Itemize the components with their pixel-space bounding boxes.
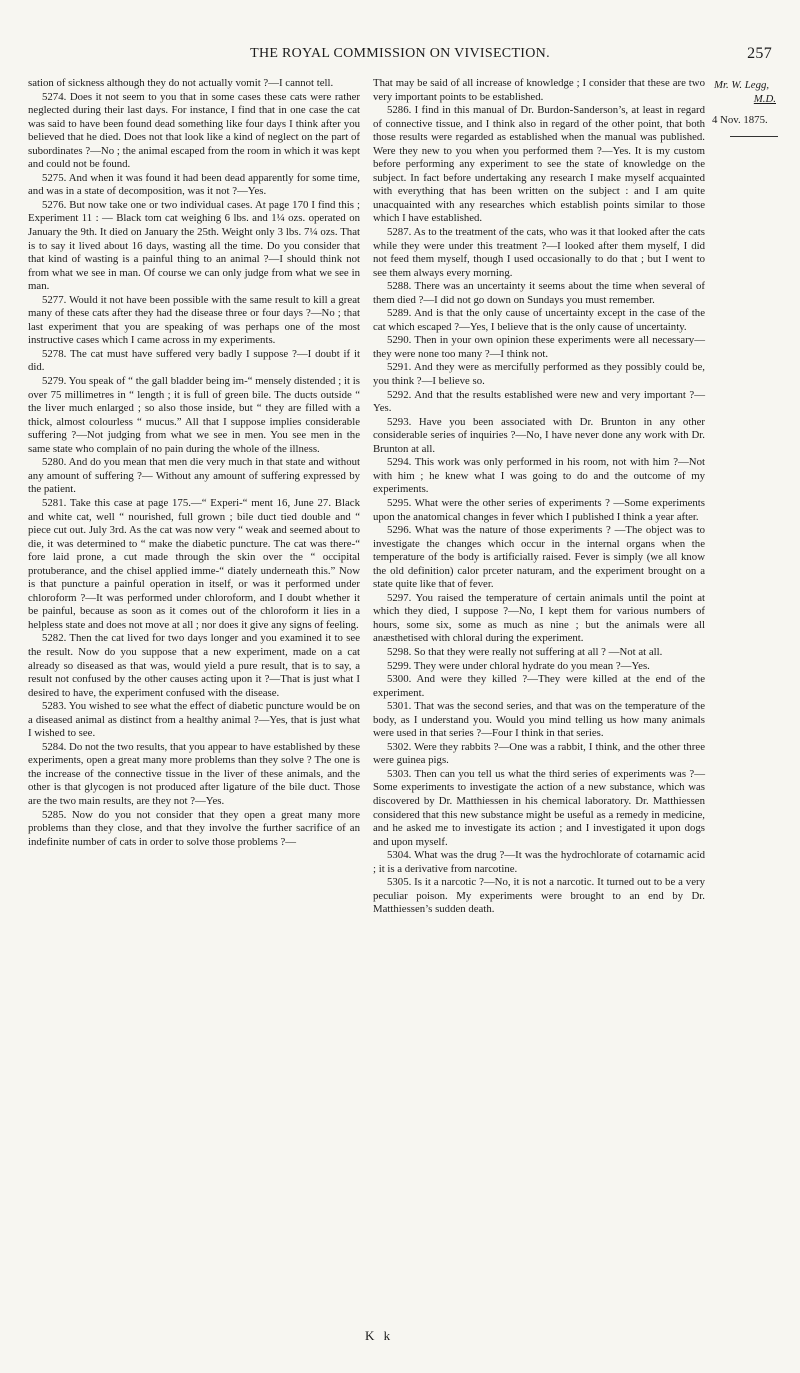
right-paragraph: 5297. You raised the temperature of certain animals until the point at which they died, I suppose ?—No, I kept them for various numbers of hours, some six, some as much as nine ; but the animals were all anæsthetised with chloral during the experiment. bbox=[373, 591, 705, 645]
right-paragraph: 5301. That was the second series, and that was on the temperature of the body, as I understand you. Would you mind telling us how many animals were used in that series ?—Four I think in that series. bbox=[373, 700, 705, 740]
page-title: THE ROYAL COMMISSION ON VIVISECTION. bbox=[250, 46, 550, 61]
signature-mark: K k bbox=[365, 1328, 394, 1343]
right-paragraph: 5300. And were they killed ?—They were killed at the end of the experiment. bbox=[373, 673, 705, 699]
left-column bbox=[28, 77, 360, 849]
right-column bbox=[373, 77, 705, 917]
right-paragraph: 5302. Were they rabbits ?—One was a rabbit, I think, and the other three were guinea pigs. bbox=[373, 740, 705, 767]
left-paragraph: 5285. Now do you not consider that they open a great many more problems than they close, and that they involve the further sacrifice of an indefinite number of cats in order to solve those problems ?— bbox=[28, 808, 360, 848]
left-paragraph: 5280. And do you mean that men die very much in that state and without any amount of suffering ?— Without any amount of suffering expressed by the patient. bbox=[28, 456, 360, 496]
right-paragraph: 5290. Then in your own opinion these experiments were all necessary—they were none too many ?—I think not. bbox=[373, 334, 705, 360]
right-paragraph: 5298. So that they were really not suffering at all ? —Not at all. bbox=[387, 645, 663, 658]
right-paragraph: 5289. And is that the only cause of uncertainty except in the case of the cat which escaped ?—Yes, I believe that is the only cause of uncertainty. bbox=[373, 307, 705, 333]
left-paragraph: 5274. Does it not seem to you that in some cases these cats were rather neglected during their last days. For instance, I find that in one case the cat was said to have been found dead something like four days I think after you believed that he died. Does not that look like a kind of neglect on the part of subordinates ?—No ; the animal escaped from the room in which it was kept and could not be found. bbox=[28, 90, 360, 171]
session-date: 4 Nov. 1875. bbox=[712, 114, 768, 126]
right-paragraph: 5292. And that the results established were new and very important ?—Yes. bbox=[373, 388, 705, 415]
left-paragraph: sation of sickness although they do not actually vomit ?—I cannot tell. bbox=[28, 77, 334, 89]
right-paragraph: 5287. As to the treatment of the cats, who was it that looked after the cats while they were under this treatment ?—I looked after them myself, I did not feed them myself, though I used occasionally to do that ; but I went to see them always every morning. bbox=[373, 226, 705, 279]
right-paragraph: 5286. I find in this manual of Dr. Burdon-Sanderson’s, at least in regard of connective tissue, and I think also in regard of the other point, that both those results were regarded as established when the manual was published. Were they new to you when you performed them ?—Yes. It is my custom before performing any experiment to see the state of knowledge on the subject. In fact before undertaking any research I make myself acquainted with everything that has been written on the subject : and I am quite unacquainted with any researches which establish points similar to those which I have established. bbox=[373, 104, 705, 225]
left-paragraph: 5282. Then the cat lived for two days longer and you examined it to see the result. Now do you suppose that a new experiment, made on a cat already so diseased as that was, would yield a pure result, that is to say, a result not confused by the other causes acting upon it ?—That is just what I desired to have, the experiment confused with the disease. bbox=[28, 632, 360, 699]
left-paragraph: 5283. You wished to see what the effect of diabetic puncture would be on a diseased animal as distinct from a healthy animal ?—Yes, that is just what I wished to see. bbox=[28, 700, 360, 740]
left-paragraph: 5277. Would it not have been possible with the same result to kill a great many of these cats after they had the disease three or four days ?—No ; that last experiment that you are speaking of was perhaps one of the most instructive cases which I came across in my experiments. bbox=[28, 293, 360, 347]
right-paragraph: 5288. There was an uncertainty it seems about the time when several of them died ?—I did not go down on Sundays you must remember. bbox=[373, 280, 705, 306]
left-paragraph: 5279. You speak of “ the gall bladder being im-“ mensely distended ; it is over 75 millimetres in “ length ; it is full of green bile. The ducts outside “ the liver much enlarged ; so also those inside, but “ they are filled with a thick, almost colourless “ mucus.” All that I suppose implies considerable suffering ?—Not judging from what we see in men. You see men in the same state who complain of no pain during the whole of the illness. bbox=[28, 375, 360, 455]
left-paragraph: 5281. Take this case at page 175.—“ Experi-“ ment 16, June 27. Black and white cat, well “ nourished, full grown ; bile duct tied double and “ piece cut out. July 3rd. As the cat was now very “ weak and seemed about to die, it was determined to “ make the diabetic puncture. The cat was there-“ fore laid prone, a cut made through the skin over the “ occipital protuberance, and the chisel applied imme-“ diately underneath this.” Now is that puncture a painful operation in itself, or was it performed under chloroform ?—It was performed under chloroform, and I doubt whether it be painful, because as soon as it comes out of the chloroform it lies in a helpless state and does not move at all ; nor does it give any signs of feeling. bbox=[28, 496, 360, 631]
right-paragraph: 5303. Then can you tell us what the third series of experiments was ?—Some experiments to investigate the action of a new substance, which was discovered by Dr. Matthiessen in his chemical laboratory. Dr. Matthiessen considered that this new substance might be useful as a remedy in medicine, and he asked me to investigate its action ; and I investigated it upon dogs and upon myself. bbox=[373, 767, 705, 848]
right-paragraph: That may be said of all increase of knowledge ; I consider that these are two very important points to be established. bbox=[373, 77, 705, 103]
right-paragraph: 5291. And they were as mercifully performed as they possibly could be, you think ?—I believe so. bbox=[373, 361, 705, 388]
right-paragraph: 5295. What were the other series of experiments ? —Some experiments upon the anatomical changes in fever which I published I think a year after. bbox=[373, 496, 705, 523]
left-paragraph: 5284. Do not the two results, that you appear to have established by these experiments, open a great many more problems than they solve ? The one is the increase of the connective tissue in the liver of these animals, and the other is that glycogen is not produced after ligature of the bile duct. Those are the two main results, are they not ?—Yes. bbox=[28, 740, 360, 807]
right-paragraph: 5299. They were under chloral hydrate do you mean ?—Yes. bbox=[387, 659, 650, 672]
left-paragraph: 5278. The cat must have suffered very badly I suppose ?—I doubt if it did. bbox=[28, 347, 360, 374]
left-paragraph: 5275. And when it was found it had been dead apparently for some time, and was in a state of decomposition, was it not ?—Yes. bbox=[28, 171, 360, 198]
witness-name: Mr. W. Legg, bbox=[714, 79, 770, 91]
left-paragraph: 5276. But now take one or two individual cases. At page 170 I find this ; Experiment 11 : — Black tom cat weighing 6 lbs. and 1¼ ozs. operated on January the 9th. It died on January the 25th. Weight only 3 lbs. 7¼ ozs. That is to say it lived about 16 days, wasting all the time. Do you consider that that kind of wasting is a painful thing to an animal ?—I should think not from what we see in man. Of course we can only judge from what we see in man. bbox=[28, 198, 360, 293]
right-paragraph: 5294. This work was only performed in his room, not with him ?—Not with him ; he knew what I was going to do and the outcome of my experiments. bbox=[373, 456, 705, 496]
margin-rule bbox=[730, 136, 778, 137]
margin-note bbox=[712, 79, 798, 126]
right-paragraph: 5296. What was the nature of those experiments ? —The object was to investigate the changes which occur in the internal organs when the temperature of the body is artificially raised. Fever is simply (we all know the old definition) calor prceter naturam, and the experiment brought on a state quite like that of fever. bbox=[373, 524, 705, 591]
right-paragraph: 5304. What was the drug ?—It was the hydrochlorate of cotarnamic acid ; it is a derivative from narcotine. bbox=[373, 849, 705, 875]
running-header bbox=[0, 46, 800, 68]
witness-degree: M.D. bbox=[753, 92, 776, 105]
page-number: 257 bbox=[747, 45, 772, 62]
right-paragraph: 5305. Is it a narcotic ?—No, it is not a narcotic. It turned out to be a very peculiar poison. My experiments were brought to an end by Dr. Matthiessen’s sudden death. bbox=[373, 876, 705, 916]
right-paragraph: 5293. Have you been associated with Dr. Brunton in any other considerable series of inquiries ?—No, I have never done any work with Dr. Brunton at all. bbox=[373, 415, 705, 455]
